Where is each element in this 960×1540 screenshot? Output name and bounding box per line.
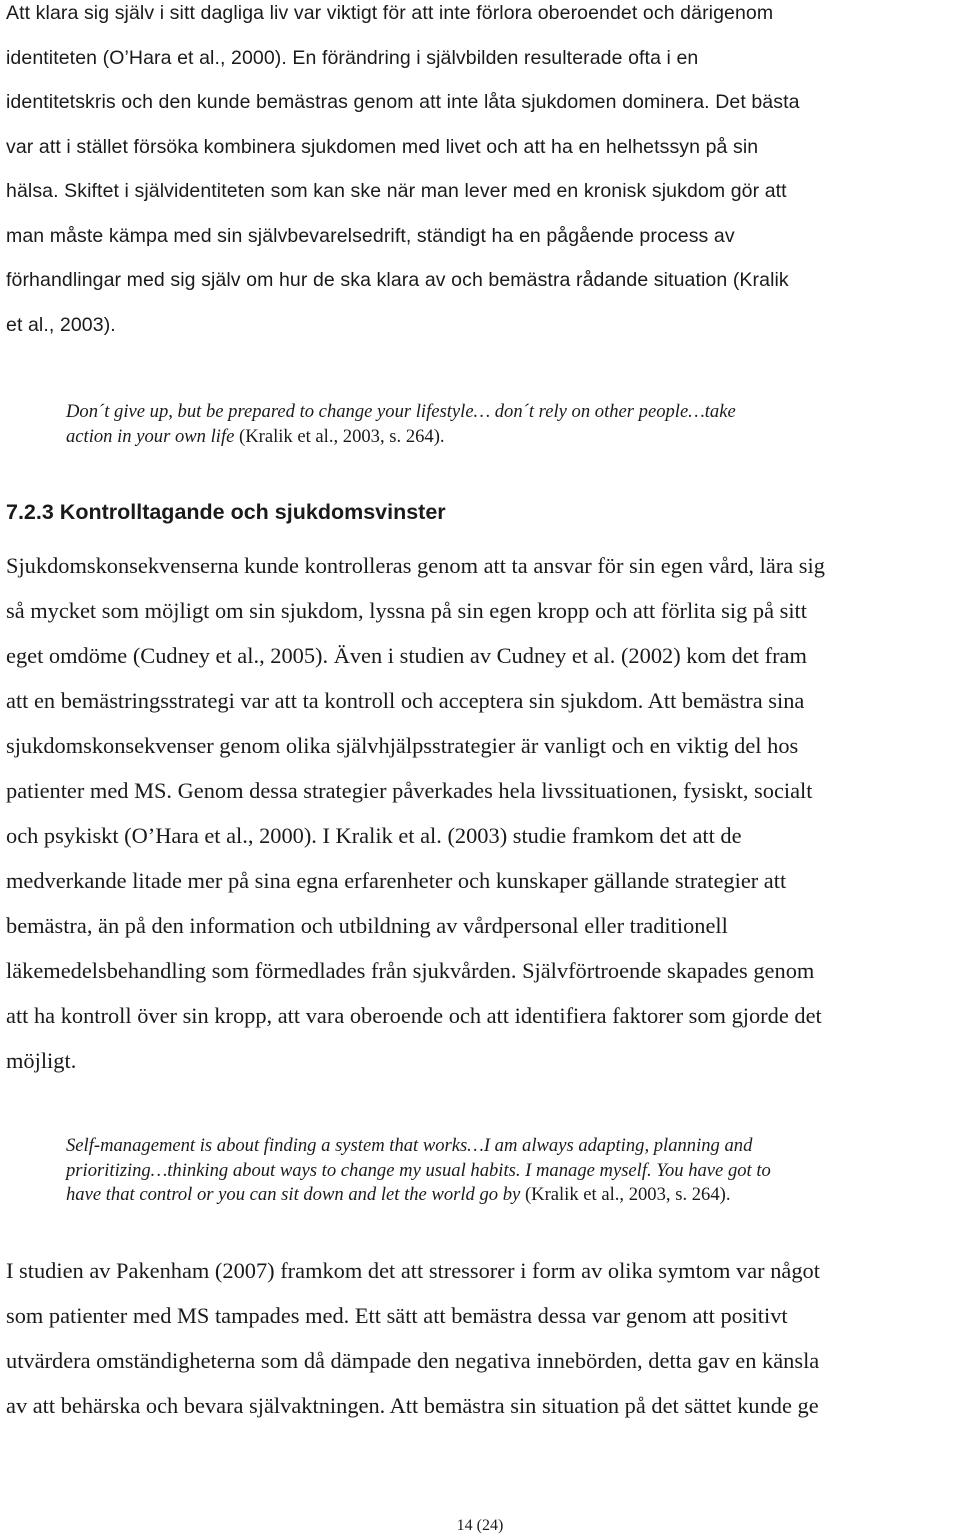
section-heading: 7.2.3 Kontrolltagande och sjukdomsvinster: [6, 500, 446, 524]
quote-text: Don´t give up, but be prepared to change your lifestyle… don´t rely on other people…take action in your own life: [66, 401, 736, 447]
body-paragraph-identity: Att klara sig själv i sitt dagliga liv var viktigt för att inte förlora oberoendet och därigenom identiteten (O’Hara et al., 2000). En förändring i självbilden resulterade ofta i en identitetskris och den kunde bemästras genom att inte låta sjukdomen dominera. Det bästa var att i stället försöka kombinera sjukdomen med livet och att ha en helhetssyn på sin hälsa. Skiftet i självidentiteten som kan ske när man lever med en kronisk sjukdom gör att man måste kämpa med sin självbevarelsedrift, ständigt ha en pågående process av förhandlingar med sig själv om hur de ska klara av och bemästra rådande situation (Kralik et al., 2003).: [6, 2, 800, 336]
quote-text: Self-management is about finding a system that works…I am always adapting, planning and prioritizing…thinking about ways to change my usual habits. I manage myself. You have got to have that control or you can sit down and let the world go by: [66, 1135, 771, 1205]
quote-citation: (Kralik et al., 2003, s. 264).: [234, 425, 445, 447]
block-quote-self-management: [66, 1134, 771, 1208]
block-quote-lifestyle: [66, 400, 736, 449]
body-paragraph-pakenham: I studien av Pakenham (2007) framkom det att stressorer i form av olika symtom var något som patienter med MS tampades med. Ett sätt att bemästra dessa var genom att positivt utvärdera omständigheterna som då dämpade den negativa innebörden, detta gav en känsla av att behärska och bevara självaktningen. Att bemästra sin situation på det sättet kunde ge: [6, 1258, 820, 1418]
quote-citation: (Kralik et al., 2003, s. 264).: [520, 1184, 731, 1205]
page-number: 14 (24): [456, 1517, 504, 1534]
body-paragraph-control: Sjukdomskonsekvenserna kunde kontrolleras genom att ta ansvar för sin egen vård, lära sig så mycket som möjligt om sin sjukdom, lyssna på sin egen kropp och att förlita sig på sitt eget omdöme (Cudney et al., 2005). Även i studien av Cudney et al. (2002) kom det fram att en bemästringsstrategi var att ta kontroll och acceptera sin sjukdom. Att bemästra sina sjukdomskonsekvenser genom olika självhjälpsstrategier är vanligt och en viktig del hos patienter med MS. Genom dessa strategier påverkades hela livssituationen, fysiskt, socialt och psykiskt (O’Hara et al., 2000). I Kralik et al. (2003) studie framkom det att de medverkande litade mer på sina egna erfarenheter och kunskaper gällande strategier att bemästra, än på den information och utbildning av vårdpersonal eller traditionell läkemedelsbehandling som förmedlades från sjukvården. Självförtroende skapades genom att ha kontroll över sin kropp, att vara oberoende och att identifiera faktorer som gjorde det möjligt.: [6, 553, 825, 1073]
